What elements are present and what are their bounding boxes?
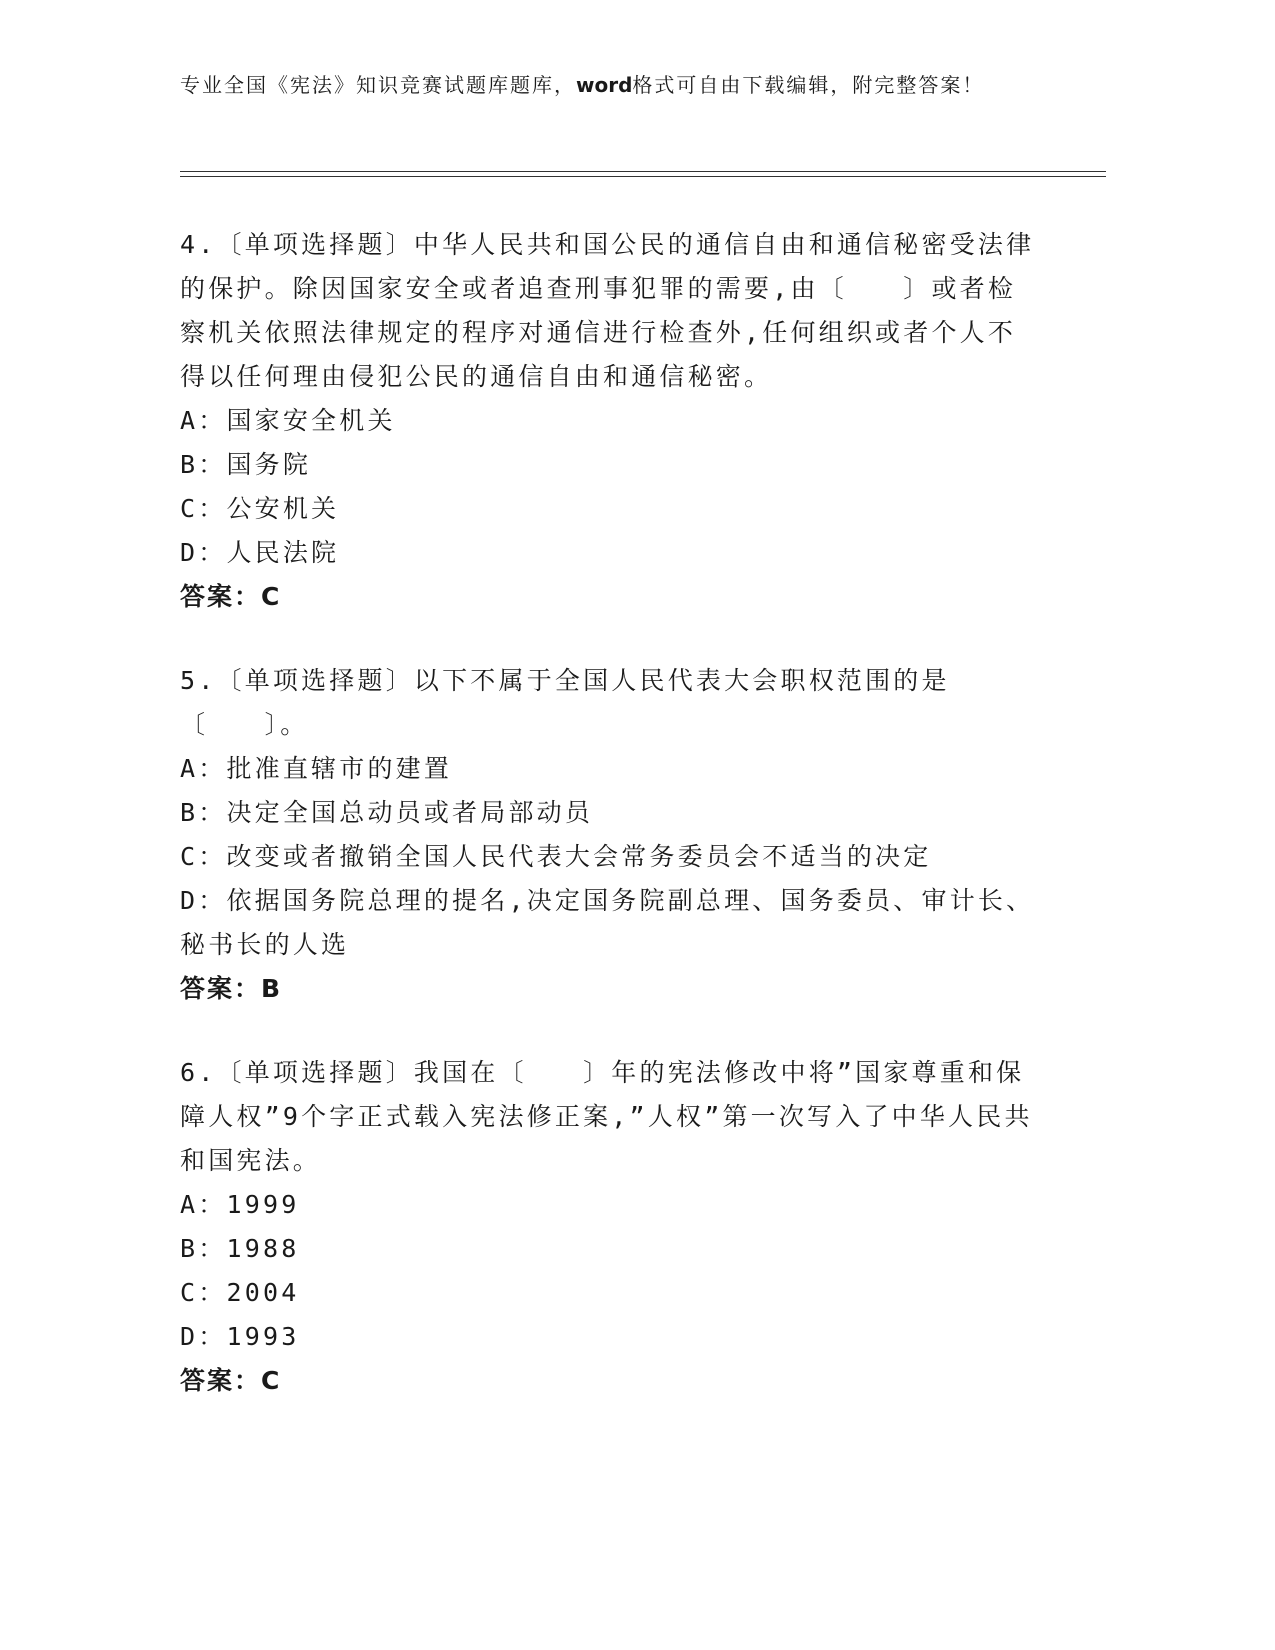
option-c: C：2004 [180, 1278, 300, 1307]
option-b: B：国务院 [180, 450, 312, 479]
question-6 [180, 1051, 1040, 1403]
answer: 答案：C [180, 1366, 282, 1395]
option-d: D：依据国务院总理的提名,决定国务院副总理、国务委员、审计长、秘书长的人选 [180, 886, 1035, 959]
header-divider-bottom [180, 176, 1106, 177]
document-header [180, 70, 1060, 101]
answer: 答案：C [180, 582, 282, 611]
option-b: B：1988 [180, 1234, 300, 1263]
question-text: 6.〔单项选择题〕我国在〔 〕年的宪法修改中将”国家尊重和保障人权”9个字正式载入宪法修正案,”人权”第一次写入了中华人民共和国宪法。 [180, 1058, 1033, 1175]
option-c: C：公安机关 [180, 494, 340, 523]
header-text-part1: 专业全国《宪法》知识竞赛试题库题库， [180, 73, 576, 97]
option-c: C：改变或者撤销全国人民代表大会常务委员会不适当的决定 [180, 842, 932, 871]
question-4 [180, 223, 1040, 619]
header-divider-top [180, 171, 1106, 172]
option-a: A：1999 [180, 1190, 300, 1219]
question-text: 5.〔单项选择题〕以下不属于全国人民代表大会职权范围的是〔 〕。 [180, 666, 950, 739]
question-5 [180, 659, 1040, 1011]
header-text-part2: 格式可自由下载编辑，附完整答案！ [632, 73, 985, 97]
option-a: A：批准直辖市的建置 [180, 754, 453, 783]
option-d: D：1993 [180, 1322, 300, 1351]
question-text: 4.〔单项选择题〕中华人民共和国公民的通信自由和通信秘密受法律的保护。除因国家安全或者追查刑事犯罪的需要,由〔 〕或者检察机关依照法律规定的程序对通信进行检查外,任何组织或者个人不得以任何理由侵犯公民的通信自由和通信秘密。 [180, 230, 1035, 391]
option-d: D：人民法院 [180, 538, 340, 567]
header-text-word: word [576, 73, 633, 97]
option-a: A：国家安全机关 [180, 406, 396, 435]
answer: 答案：B [180, 974, 283, 1003]
option-b: B：决定全国总动员或者局部动员 [180, 798, 594, 827]
